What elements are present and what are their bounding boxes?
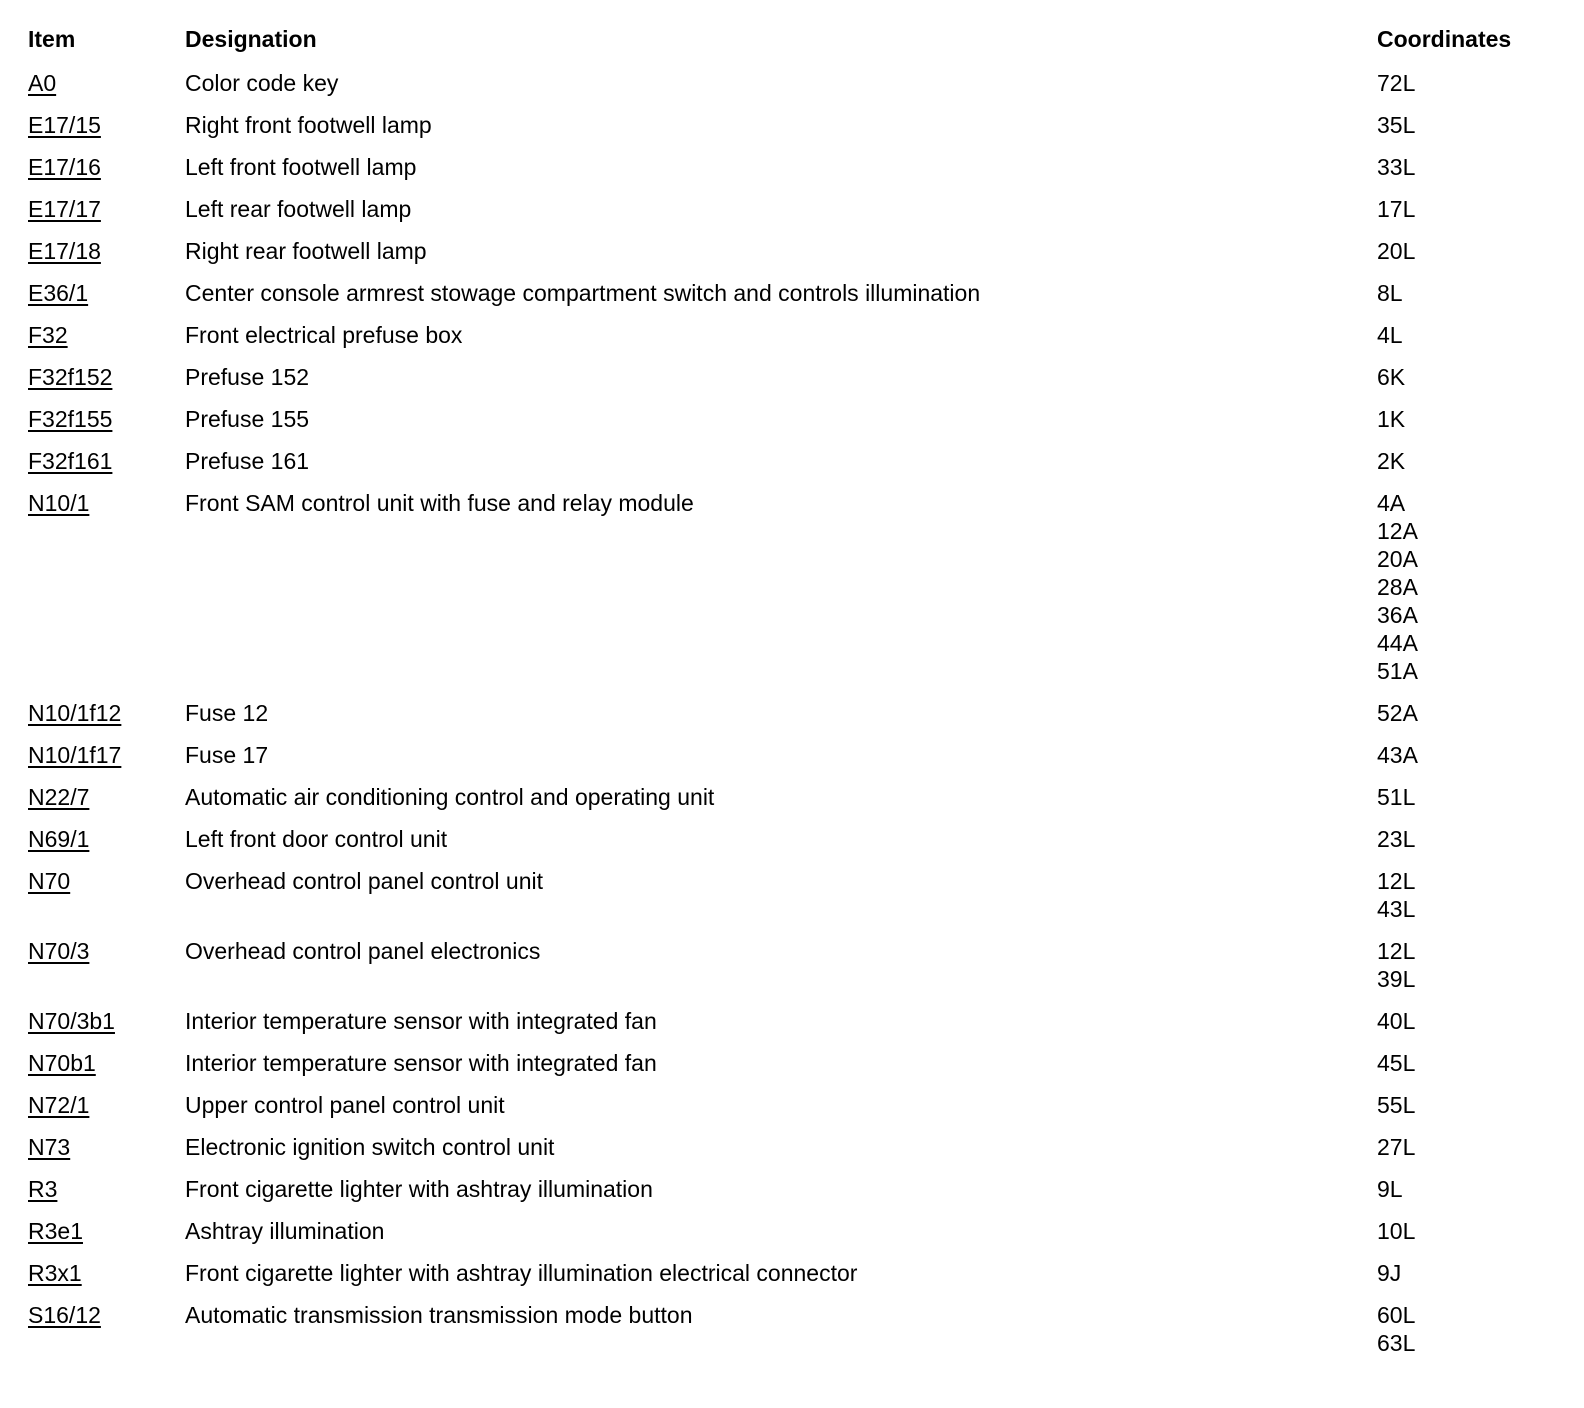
item-cell <box>28 734 185 776</box>
item-cell <box>28 692 185 734</box>
designation-cell: Ashtray illumination <box>185 1218 385 1244</box>
coordinate-value: 9L <box>1377 1176 1403 1202</box>
item-link[interactable]: N69/1 <box>28 826 90 852</box>
coordinate-value: 55L <box>1377 1092 1416 1118</box>
table-row <box>28 398 1557 440</box>
coordinate-value: 28A <box>1377 574 1418 600</box>
coordinates-cell <box>1377 1168 1557 1210</box>
item-cell <box>28 104 185 146</box>
coordinate-value: 40L <box>1377 1008 1416 1034</box>
item-cell <box>28 860 185 930</box>
table-row <box>28 440 1557 482</box>
coordinate-value: 17L <box>1377 196 1416 222</box>
column-header-designation: Designation <box>185 26 317 52</box>
table-row <box>28 272 1557 314</box>
coordinates-cell <box>1377 1084 1557 1126</box>
item-link[interactable]: F32f152 <box>28 364 113 390</box>
item-cell <box>28 1294 185 1364</box>
coordinate-value: 52A <box>1377 700 1418 726</box>
item-link[interactable]: R3x1 <box>28 1260 82 1286</box>
coordinate-value: 23L <box>1377 826 1416 852</box>
item-cell <box>28 1084 185 1126</box>
designation-cell: Front cigarette lighter with ashtray illumination electrical connector <box>185 1260 858 1286</box>
coordinates-cell <box>1377 692 1557 734</box>
coordinates-cell <box>1377 230 1557 272</box>
designation-cell: Electronic ignition switch control unit <box>185 1134 555 1160</box>
coordinate-value: 4L <box>1377 322 1403 348</box>
coordinates-cell <box>1377 440 1557 482</box>
table-row <box>28 230 1557 272</box>
item-link[interactable]: R3 <box>28 1176 58 1202</box>
table-row <box>28 356 1557 398</box>
coordinate-value: 51L <box>1377 784 1416 810</box>
coordinates-cell <box>1377 1294 1557 1364</box>
coordinate-value: 43A <box>1377 742 1418 768</box>
coordinate-value: 8L <box>1377 280 1403 306</box>
item-cell <box>28 1042 185 1084</box>
coordinate-value: 63L <box>1377 1330 1416 1356</box>
coordinate-value: 4A <box>1377 490 1406 516</box>
item-link[interactable]: R3e1 <box>28 1218 83 1244</box>
coordinate-value: 39L <box>1377 966 1416 992</box>
table-row <box>28 1000 1557 1042</box>
table-row <box>28 104 1557 146</box>
designation-cell: Interior temperature sensor with integrated fan <box>185 1050 657 1076</box>
item-cell <box>28 356 185 398</box>
coordinate-value: 9J <box>1377 1260 1402 1286</box>
designation-cell: Prefuse 152 <box>185 364 310 390</box>
coordinate-value: 12L <box>1377 938 1416 964</box>
column-header-coordinates: Coordinates <box>1377 26 1512 52</box>
table-row <box>28 734 1557 776</box>
item-cell <box>28 188 185 230</box>
designation-cell: Left front door control unit <box>185 826 448 852</box>
column-header-item: Item <box>28 26 76 52</box>
item-link[interactable]: N70 <box>28 868 71 894</box>
coordinates-cell <box>1377 188 1557 230</box>
item-cell <box>28 1126 185 1168</box>
coordinates-cell <box>1377 818 1557 860</box>
table-row <box>28 62 1557 104</box>
item-cell <box>28 398 185 440</box>
table-row <box>28 1084 1557 1126</box>
coordinate-value: 12A <box>1377 518 1418 544</box>
item-cell <box>28 482 185 692</box>
coordinates-cell <box>1377 146 1557 188</box>
designation-cell: Color code key <box>185 70 339 96</box>
table-row <box>28 188 1557 230</box>
coordinates-cell <box>1377 1210 1557 1252</box>
table-row <box>28 1252 1557 1294</box>
coordinates-cell <box>1377 398 1557 440</box>
coordinate-value: 27L <box>1377 1134 1416 1160</box>
component-legend <box>0 22 1584 1364</box>
item-link[interactable]: E17/18 <box>28 238 101 264</box>
table-row <box>28 818 1557 860</box>
designation-cell: Left rear footwell lamp <box>185 196 412 222</box>
item-link[interactable]: N10/1 <box>28 490 90 516</box>
item-link[interactable]: E36/1 <box>28 280 89 306</box>
coordinate-value: 36A <box>1377 602 1418 628</box>
item-cell <box>28 1000 185 1042</box>
item-link[interactable]: N22/7 <box>28 784 90 810</box>
item-link[interactable]: E17/16 <box>28 154 101 180</box>
coordinates-cell <box>1377 482 1557 692</box>
item-link[interactable]: E17/17 <box>28 196 101 222</box>
designation-cell: Front SAM control unit with fuse and relay module <box>185 490 694 516</box>
table-row <box>28 1168 1557 1210</box>
item-cell <box>28 62 185 104</box>
designation-cell: Automatic air conditioning control and operating unit <box>185 784 715 810</box>
coordinates-cell <box>1377 734 1557 776</box>
coordinates-cell <box>1377 776 1557 818</box>
coordinates-cell <box>1377 314 1557 356</box>
item-link[interactable]: S16/12 <box>28 1302 101 1328</box>
coordinate-value: 43L <box>1377 896 1416 922</box>
coordinate-value: 20L <box>1377 238 1416 264</box>
item-cell <box>28 1252 185 1294</box>
designation-cell: Front cigarette lighter with ashtray illumination <box>185 1176 653 1202</box>
item-link[interactable]: F32f161 <box>28 448 113 474</box>
table-row <box>28 482 1557 692</box>
coordinate-value: 45L <box>1377 1050 1416 1076</box>
designation-cell: Overhead control panel control unit <box>185 868 543 894</box>
item-link[interactable]: N73 <box>28 1134 71 1160</box>
item-link[interactable]: F32f155 <box>28 406 113 432</box>
coordinate-value: 6K <box>1377 364 1406 390</box>
coordinates-cell <box>1377 860 1557 930</box>
coordinate-value: 72L <box>1377 70 1416 96</box>
coordinate-value: 33L <box>1377 154 1416 180</box>
item-link[interactable]: A0 <box>28 70 57 96</box>
legend-table <box>28 22 1557 1364</box>
designation-cell: Center console armrest stowage compartment switch and controls illumination <box>185 280 981 306</box>
designation-cell: Right front footwell lamp <box>185 112 432 138</box>
coordinate-value: 51A <box>1377 658 1418 684</box>
coordinates-cell <box>1377 1042 1557 1084</box>
designation-cell: Right rear footwell lamp <box>185 238 427 264</box>
designation-cell: Front electrical prefuse box <box>185 322 463 348</box>
table-row <box>28 1294 1557 1364</box>
designation-cell: Automatic transmission transmission mode button <box>185 1302 693 1328</box>
coordinates-cell <box>1377 272 1557 314</box>
table-row <box>28 930 1557 1000</box>
table-row <box>28 146 1557 188</box>
item-link[interactable]: N10/1f12 <box>28 700 122 726</box>
item-cell <box>28 1168 185 1210</box>
coordinates-cell <box>1377 104 1557 146</box>
item-link[interactable]: N70b1 <box>28 1050 96 1076</box>
item-cell <box>28 1210 185 1252</box>
table-row <box>28 692 1557 734</box>
coordinates-cell <box>1377 1000 1557 1042</box>
coordinate-value: 60L <box>1377 1302 1416 1328</box>
table-row <box>28 1042 1557 1084</box>
item-cell <box>28 146 185 188</box>
coordinate-value: 10L <box>1377 1218 1416 1244</box>
coordinates-cell <box>1377 930 1557 1000</box>
table-row <box>28 1126 1557 1168</box>
coordinate-value: 44A <box>1377 630 1418 656</box>
designation-cell: Fuse 17 <box>185 742 269 768</box>
coordinate-value: 35L <box>1377 112 1416 138</box>
table-row <box>28 314 1557 356</box>
item-link[interactable]: N72/1 <box>28 1092 90 1118</box>
header-row <box>28 22 1557 62</box>
coordinates-cell <box>1377 62 1557 104</box>
item-cell <box>28 930 185 1000</box>
designation-cell: Prefuse 161 <box>185 448 310 474</box>
table-row <box>28 776 1557 818</box>
item-link[interactable]: E17/15 <box>28 112 101 138</box>
item-link[interactable]: F32 <box>28 322 68 348</box>
designation-cell: Interior temperature sensor with integrated fan <box>185 1008 657 1034</box>
coordinate-value: 2K <box>1377 448 1406 474</box>
item-cell <box>28 272 185 314</box>
item-link[interactable]: N70/3 <box>28 938 90 964</box>
designation-cell: Prefuse 155 <box>185 406 310 432</box>
coordinates-cell <box>1377 1252 1557 1294</box>
coordinates-cell <box>1377 356 1557 398</box>
coordinate-value: 1K <box>1377 406 1406 432</box>
table-row <box>28 860 1557 930</box>
designation-cell: Overhead control panel electronics <box>185 938 541 964</box>
coordinate-value: 20A <box>1377 546 1418 572</box>
item-cell <box>28 440 185 482</box>
legend-body <box>28 62 1557 1364</box>
table-row <box>28 1210 1557 1252</box>
coordinates-cell <box>1377 1126 1557 1168</box>
item-cell <box>28 818 185 860</box>
designation-cell: Left front footwell lamp <box>185 154 417 180</box>
item-cell <box>28 314 185 356</box>
designation-cell: Fuse 12 <box>185 700 269 726</box>
coordinate-value: 12L <box>1377 868 1416 894</box>
item-link[interactable]: N70/3b1 <box>28 1008 115 1034</box>
item-cell <box>28 776 185 818</box>
item-cell <box>28 230 185 272</box>
item-link[interactable]: N10/1f17 <box>28 742 122 768</box>
designation-cell: Upper control panel control unit <box>185 1092 505 1118</box>
